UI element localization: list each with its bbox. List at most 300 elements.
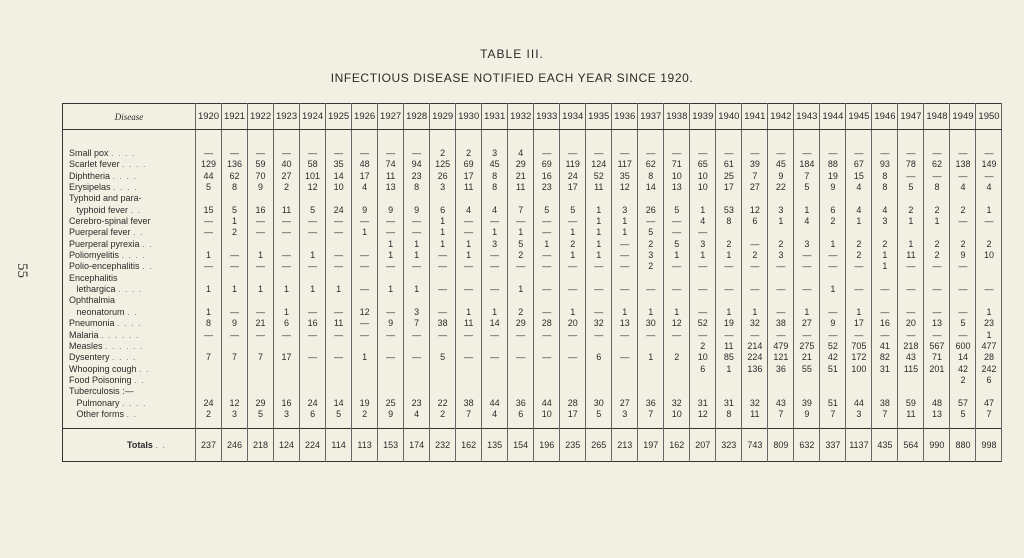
value-cell — [664, 193, 690, 204]
value-cell: 14 — [638, 182, 664, 193]
value-cell: 2 — [924, 250, 950, 261]
value-cell: 5 — [560, 205, 586, 216]
value-cell: — — [482, 330, 508, 341]
value-cell: — — [586, 130, 612, 160]
value-cell — [404, 295, 430, 306]
value-cell — [820, 375, 846, 386]
value-cell — [716, 295, 742, 306]
disease-name: neonatorum — [69, 306, 125, 317]
value-cell: 1 — [716, 364, 742, 375]
value-cell — [508, 386, 534, 397]
value-cell: — — [196, 227, 222, 238]
value-cell — [638, 273, 664, 284]
total-value-cell: 235 — [560, 429, 586, 462]
value-cell — [300, 239, 326, 250]
value-cell: 31 — [872, 364, 898, 375]
total-value-cell: 113 — [352, 429, 378, 462]
value-cell: 32 — [742, 318, 768, 329]
value-cell: 2 — [950, 205, 976, 216]
value-cell: 14 — [482, 318, 508, 329]
year-column-header: 1933 — [534, 104, 560, 130]
value-cell: 23 — [976, 318, 1002, 329]
value-cell: — — [326, 227, 352, 238]
value-cell — [508, 375, 534, 386]
value-cell: — — [664, 227, 690, 238]
value-cell: 44 — [534, 398, 560, 409]
disease-name-cell — [63, 250, 196, 261]
value-cell: 15 — [196, 205, 222, 216]
value-cell: — — [300, 216, 326, 227]
value-cell: 1 — [794, 205, 820, 216]
value-cell: — — [924, 284, 950, 295]
value-cell: — — [690, 330, 716, 341]
value-cell: 3 — [794, 239, 820, 250]
value-cell: 7 — [872, 409, 898, 429]
value-cell: 1 — [846, 307, 872, 318]
value-cell: — — [560, 352, 586, 363]
value-cell: 1 — [586, 205, 612, 216]
value-cell: 12 — [690, 409, 716, 429]
value-cell — [404, 386, 430, 397]
value-cell: 1 — [638, 352, 664, 363]
value-cell — [612, 386, 638, 397]
value-cell: 24 — [560, 171, 586, 182]
value-cell: 2 — [196, 409, 222, 429]
value-cell: 24 — [300, 398, 326, 409]
value-cell: 1 — [378, 284, 404, 295]
value-cell: — — [638, 330, 664, 341]
value-cell: — — [482, 284, 508, 295]
totals-row — [63, 429, 1002, 462]
value-cell — [924, 273, 950, 284]
value-cell: 115 — [898, 364, 924, 375]
value-cell — [768, 375, 794, 386]
value-cell: 11 — [898, 250, 924, 261]
value-cell: 2 — [820, 216, 846, 227]
total-value-cell: 224 — [300, 429, 326, 462]
table-row — [63, 205, 1002, 216]
value-cell: — — [456, 216, 482, 227]
value-cell: 22 — [768, 182, 794, 193]
value-cell: 4 — [482, 205, 508, 216]
value-cell: 43 — [898, 352, 924, 363]
value-cell: 1 — [690, 205, 716, 216]
value-cell — [742, 386, 768, 397]
value-cell: 101 — [300, 171, 326, 182]
disease-name: Ophthalmia — [69, 295, 116, 306]
value-cell: 136 — [222, 159, 248, 170]
value-cell: 214 — [742, 341, 768, 352]
value-cell — [300, 273, 326, 284]
value-cell: 1 — [690, 250, 716, 261]
value-cell: 17 — [274, 352, 300, 363]
leader-dots: . . — [142, 261, 153, 272]
value-cell: 52 — [690, 318, 716, 329]
value-cell — [846, 227, 872, 238]
value-cell: — — [924, 330, 950, 341]
value-cell: 4 — [872, 205, 898, 216]
value-cell — [794, 386, 820, 397]
value-cell: 7 — [768, 409, 794, 429]
disease-name-cell — [63, 130, 196, 160]
disease-name-cell — [63, 352, 196, 363]
value-cell: 1 — [300, 250, 326, 261]
value-cell: 479 — [768, 341, 794, 352]
table-row — [63, 227, 1002, 238]
value-cell — [248, 295, 274, 306]
value-cell: — — [534, 330, 560, 341]
value-cell: 17 — [716, 182, 742, 193]
value-cell: 10 — [690, 171, 716, 182]
value-cell: 184 — [794, 159, 820, 170]
value-cell — [586, 341, 612, 352]
value-cell — [430, 386, 456, 397]
value-cell: 3 — [872, 216, 898, 227]
value-cell: 1 — [976, 330, 1002, 341]
value-cell: 100 — [846, 364, 872, 375]
value-cell: 3 — [222, 409, 248, 429]
value-cell — [430, 273, 456, 284]
value-cell — [482, 364, 508, 375]
value-cell: — — [508, 261, 534, 272]
value-cell: 1 — [352, 352, 378, 363]
value-cell: 10 — [534, 409, 560, 429]
value-cell: 2 — [872, 239, 898, 250]
value-cell: 1 — [742, 307, 768, 318]
value-cell: 11 — [378, 171, 404, 182]
value-cell: 15 — [846, 171, 872, 182]
value-cell: 275 — [794, 341, 820, 352]
value-cell: — — [274, 250, 300, 261]
value-cell: 172 — [846, 352, 872, 363]
value-cell: 3 — [482, 130, 508, 160]
value-cell: — — [300, 227, 326, 238]
value-cell: — — [456, 284, 482, 295]
value-cell: — — [352, 130, 378, 160]
value-cell — [898, 375, 924, 386]
value-cell: 11 — [898, 409, 924, 429]
table-row — [63, 307, 1002, 318]
value-cell: — — [872, 284, 898, 295]
table-row — [63, 159, 1002, 170]
value-cell: 3 — [430, 182, 456, 193]
value-cell — [222, 239, 248, 250]
disease-name-cell — [63, 182, 196, 193]
value-cell: — — [560, 330, 586, 341]
value-cell: 2 — [690, 341, 716, 352]
value-cell — [378, 375, 404, 386]
value-cell: 10 — [664, 409, 690, 429]
value-cell: — — [612, 250, 638, 261]
value-cell — [196, 273, 222, 284]
value-cell: 17 — [560, 409, 586, 429]
value-cell: 2 — [742, 250, 768, 261]
value-cell: 138 — [950, 159, 976, 170]
year-column-header: 1925 — [326, 104, 352, 130]
leader-dots: . . . . — [118, 284, 143, 295]
value-cell — [456, 386, 482, 397]
value-cell: — — [924, 307, 950, 318]
value-cell: — — [768, 261, 794, 272]
value-cell: — — [898, 171, 924, 182]
value-cell — [456, 273, 482, 284]
value-cell: — — [638, 284, 664, 295]
value-cell — [378, 193, 404, 204]
value-cell: — — [612, 239, 638, 250]
disease-name-cell — [63, 386, 196, 397]
disease-name: Food Poisoning — [69, 374, 132, 385]
leader-dots: . . . . — [113, 182, 138, 193]
value-cell: — — [534, 261, 560, 272]
value-cell — [846, 193, 872, 204]
value-cell: 8 — [872, 182, 898, 193]
value-cell: 1 — [248, 250, 274, 261]
value-cell: — — [430, 307, 456, 318]
value-cell: 2 — [560, 239, 586, 250]
value-cell: 82 — [872, 352, 898, 363]
value-cell — [638, 386, 664, 397]
value-cell — [690, 295, 716, 306]
value-cell: 51 — [820, 398, 846, 409]
value-cell: 4 — [846, 205, 872, 216]
value-cell: 705 — [846, 341, 872, 352]
value-cell: 2 — [274, 182, 300, 193]
value-cell: 38 — [430, 318, 456, 329]
value-cell: 11 — [586, 182, 612, 193]
value-cell: 13 — [664, 182, 690, 193]
value-cell: 2 — [716, 239, 742, 250]
value-cell: 31 — [690, 398, 716, 409]
value-cell: 1 — [404, 239, 430, 250]
disease-name-cell — [63, 227, 196, 238]
value-cell: 11 — [326, 318, 352, 329]
year-column-header: 1926 — [352, 104, 378, 130]
total-value-cell: 265 — [586, 429, 612, 462]
value-cell: — — [534, 352, 560, 363]
value-cell: 1 — [430, 239, 456, 250]
value-cell — [404, 193, 430, 204]
value-cell: 5 — [898, 182, 924, 193]
value-cell — [274, 341, 300, 352]
value-cell: 2 — [352, 409, 378, 429]
value-cell: 24 — [196, 398, 222, 409]
value-cell: 117 — [612, 159, 638, 170]
value-cell: 4 — [482, 409, 508, 429]
leader-dots: . . . . . . — [105, 340, 144, 351]
disease-name-cell — [63, 330, 196, 341]
total-value-cell: 154 — [508, 429, 534, 462]
year-column-header: 1928 — [404, 104, 430, 130]
value-cell: 5 — [300, 205, 326, 216]
value-cell: — — [742, 239, 768, 250]
value-cell: 19 — [716, 318, 742, 329]
leader-dots: . . . . — [121, 250, 147, 261]
total-value-cell: 218 — [248, 429, 274, 462]
value-cell: 1 — [768, 216, 794, 227]
value-cell: 93 — [872, 159, 898, 170]
value-cell: 14 — [326, 398, 352, 409]
value-cell: 242 — [976, 364, 1002, 375]
value-cell: 3 — [690, 239, 716, 250]
value-cell: 6 — [300, 409, 326, 429]
value-cell — [586, 273, 612, 284]
totals-section — [63, 429, 1002, 462]
value-cell: 59 — [898, 398, 924, 409]
year-column-header: 1932 — [508, 104, 534, 130]
value-cell: 23 — [534, 182, 560, 193]
disease-name: Pneumonia — [69, 318, 115, 329]
value-cell: 36 — [508, 398, 534, 409]
value-cell: 1 — [456, 307, 482, 318]
value-cell: — — [404, 216, 430, 227]
value-cell: 4 — [352, 182, 378, 193]
value-cell: 2 — [456, 130, 482, 160]
disease-name: typhoid fever — [69, 204, 129, 215]
value-cell — [534, 341, 560, 352]
year-column-header: 1944 — [820, 104, 846, 130]
value-cell: — — [482, 352, 508, 363]
value-cell: 1 — [872, 261, 898, 272]
value-cell: 70 — [248, 171, 274, 182]
value-cell — [534, 375, 560, 386]
value-cell: 10 — [664, 171, 690, 182]
value-cell: 51 — [820, 364, 846, 375]
year-column-header: 1927 — [378, 104, 404, 130]
value-cell: — — [378, 130, 404, 160]
total-value-cell: 174 — [404, 429, 430, 462]
value-cell: 1 — [196, 307, 222, 318]
value-cell — [820, 193, 846, 204]
disease-name: Dysentery — [69, 352, 110, 363]
value-cell: 1 — [378, 239, 404, 250]
value-cell: — — [612, 130, 638, 160]
value-cell — [482, 386, 508, 397]
value-cell — [950, 386, 976, 397]
value-cell — [326, 273, 352, 284]
disease-column-header: Disease — [63, 104, 196, 130]
value-cell — [898, 386, 924, 397]
value-cell: 42 — [820, 352, 846, 363]
value-cell — [664, 295, 690, 306]
value-cell: 3 — [482, 239, 508, 250]
value-cell: 62 — [638, 159, 664, 170]
table-row — [63, 171, 1002, 182]
value-cell: — — [950, 216, 976, 227]
year-column-header: 1941 — [742, 104, 768, 130]
value-cell: 23 — [404, 171, 430, 182]
value-cell: 16 — [248, 205, 274, 216]
value-cell — [872, 295, 898, 306]
value-cell: 17 — [560, 182, 586, 193]
disease-name: Cerebro-spinal fever — [69, 216, 151, 227]
value-cell — [534, 193, 560, 204]
value-cell: 7 — [508, 205, 534, 216]
value-cell: — — [560, 130, 586, 160]
value-cell: 1 — [352, 227, 378, 238]
value-cell: 1 — [716, 307, 742, 318]
value-cell: — — [534, 130, 560, 160]
value-cell — [820, 227, 846, 238]
table-row — [63, 398, 1002, 409]
year-column-header: 1935 — [586, 104, 612, 130]
value-cell: 2 — [924, 205, 950, 216]
year-column-header: 1929 — [430, 104, 456, 130]
value-cell: — — [404, 352, 430, 363]
value-cell: — — [716, 130, 742, 160]
value-cell — [586, 193, 612, 204]
value-cell: 3 — [274, 409, 300, 429]
value-cell: — — [404, 261, 430, 272]
disease-name: Erysipelas — [69, 182, 111, 193]
value-cell: — — [300, 307, 326, 318]
disease-name-cell — [63, 261, 196, 272]
value-cell: 1 — [404, 284, 430, 295]
value-cell — [976, 273, 1002, 284]
value-cell: 2 — [898, 205, 924, 216]
value-cell: 8 — [716, 409, 742, 429]
value-cell: 1 — [586, 239, 612, 250]
value-cell: — — [612, 330, 638, 341]
value-cell — [716, 193, 742, 204]
value-cell — [300, 193, 326, 204]
value-cell: — — [586, 284, 612, 295]
value-cell — [638, 375, 664, 386]
value-cell: 6 — [976, 375, 1002, 386]
value-cell — [664, 341, 690, 352]
value-cell: — — [430, 250, 456, 261]
year-column-header: 1931 — [482, 104, 508, 130]
value-cell — [742, 295, 768, 306]
table-row — [63, 295, 1002, 306]
value-cell: 57 — [950, 398, 976, 409]
value-cell: — — [872, 330, 898, 341]
value-cell — [248, 193, 274, 204]
value-cell: 19 — [820, 171, 846, 182]
disease-name: Polio-encephalitis — [69, 261, 140, 272]
value-cell: 8 — [924, 182, 950, 193]
value-cell — [196, 193, 222, 204]
value-cell: — — [950, 261, 976, 272]
value-cell: 52 — [586, 171, 612, 182]
value-cell: 1 — [924, 216, 950, 227]
value-cell — [716, 273, 742, 284]
value-cell — [612, 375, 638, 386]
value-cell: — — [300, 352, 326, 363]
value-cell: — — [768, 330, 794, 341]
value-cell: — — [534, 284, 560, 295]
value-cell — [482, 341, 508, 352]
table-row — [63, 318, 1002, 329]
value-cell: — — [664, 330, 690, 341]
value-cell: — — [846, 284, 872, 295]
value-cell — [742, 273, 768, 284]
value-cell: 121 — [768, 352, 794, 363]
value-cell: 1 — [248, 284, 274, 295]
value-cell: 4 — [794, 216, 820, 227]
value-cell — [846, 295, 872, 306]
value-cell: — — [794, 250, 820, 261]
value-cell: 1 — [430, 216, 456, 227]
value-cell: 26 — [430, 171, 456, 182]
value-cell: — — [950, 284, 976, 295]
value-cell — [560, 193, 586, 204]
value-cell: 129 — [196, 159, 222, 170]
value-cell: — — [846, 261, 872, 272]
value-cell — [508, 364, 534, 375]
value-cell: 53 — [716, 205, 742, 216]
value-cell: — — [378, 227, 404, 238]
value-cell — [898, 193, 924, 204]
